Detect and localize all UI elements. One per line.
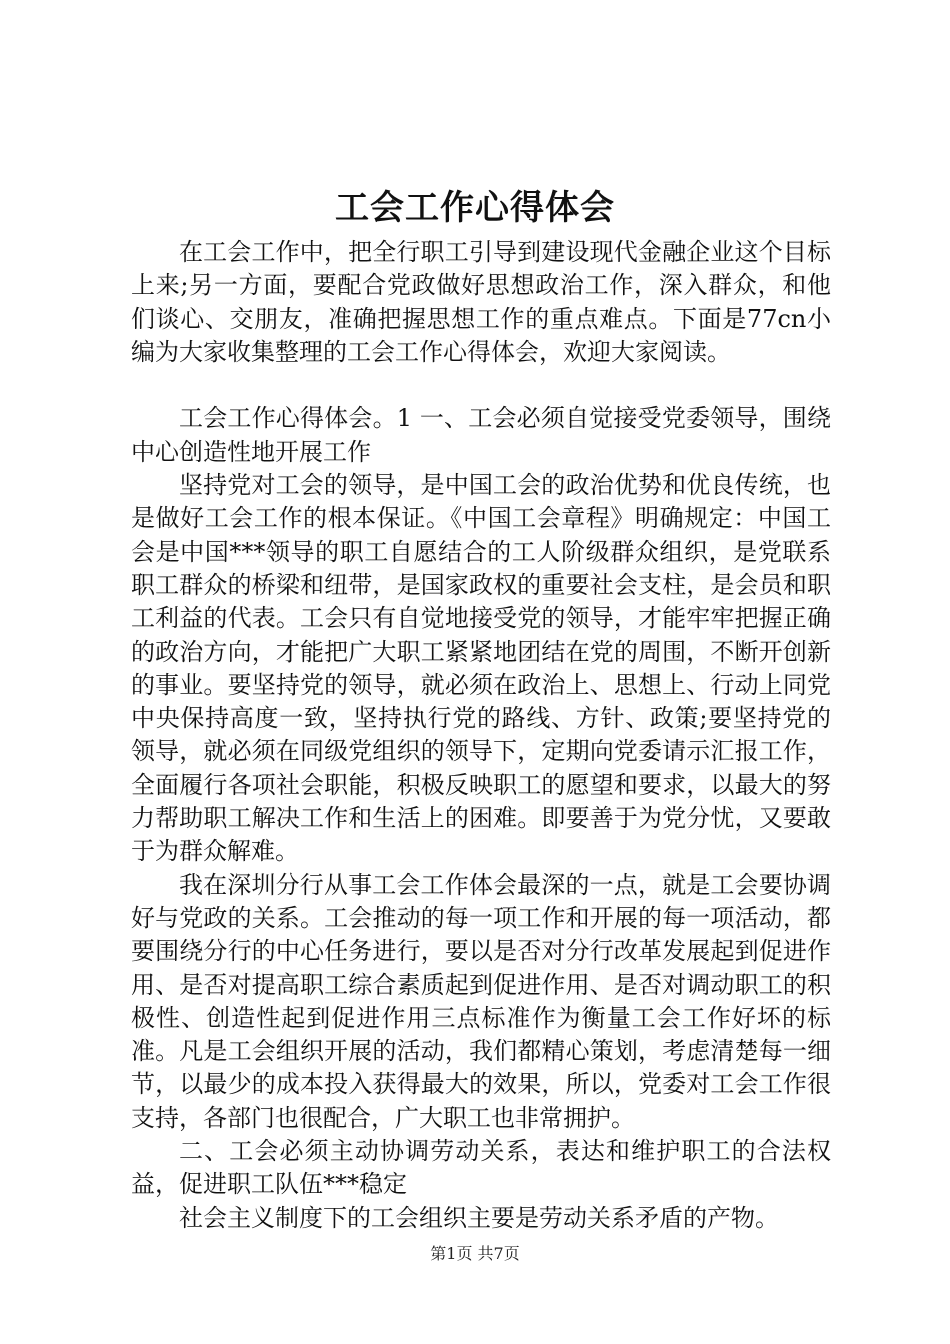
page-number-footer: 第1页 共7页 bbox=[430, 1244, 520, 1263]
paragraph-spacer bbox=[131, 369, 831, 402]
document-title: 工会工作心得体会 bbox=[335, 188, 615, 228]
body-paragraph: 坚持党对工会的领导，是中国工会的政治优势和优良传统，也是做好工会工作的根本保证。《中国工会章程》明确规定：中国工会是中国***领导的职工自愿结合的工人阶级群众组织，是党联系职工群众的桥梁和纽带，是国家政权的重要社会支柱，是会员和职工利益的代表。工会只有自觉地接受党的领导，才能牢牢把握正确的政治方向，才能把广大职工紧紧地团结在党的周围，不断开创新的事业。要坚持党的领导，就必须在政治上、思想上、行动上同党中央保持高度一致，坚持执行党的路线、方针、政策;要坚持党的领导，就必须在同级党组织的领导下，定期向党委请示汇报工作，全面履行各项社会职能，积极反映职工的愿望和要求，以最大的努力帮助职工解决工作和生活上的困难。即要善于为党分忧，又要敢于为群众解难。 bbox=[131, 471, 831, 866]
body-paragraph: 社会主义制度下的工会组织主要是劳动关系矛盾的产物。 bbox=[179, 1203, 779, 1232]
body-paragraph: 我在深圳分行从事工会工作体会最深的一点，就是工会要协调好与党政的关系。工会推动的每一项工作和开展的每一项活动，都要围绕分行的中心任务进行，要以是否对分行改革发展起到促进作用、是否对提高职工综合素质起到促进作用、是否对调动职工的积极性、创造性起到促进作用三点标准作为衡量工会工作好坏的标准。凡是工会组织开展的活动，我们都精心策划，考虑清楚每一细节，以最少的成本投入获得最大的效果，所以，党委对工会工作很支持，各部门也很配合，广大职工也非常拥护。 bbox=[131, 870, 831, 1132]
section-heading-2: 二、工会必须主动协调劳动关系，表达和维护职工的合法权益，促进职工队伍***稳定 bbox=[131, 1137, 831, 1199]
section-heading-1: 工会工作心得体会。1 一、工会必须自觉接受党委领导，围绕中心创造性地开展工作 bbox=[131, 404, 831, 466]
intro-paragraph: 在工会工作中，把全行职工引导到建设现代金融企业这个目标上来;另一方面，要配合党政做好思想政治工作，深入群众，和他们谈心、交朋友，准确把握思想工作的重点难点。下面是77cn小编为大家收集整理的工会工作心得体会，欢迎大家阅读。 bbox=[131, 238, 831, 366]
document-body bbox=[131, 236, 831, 1235]
